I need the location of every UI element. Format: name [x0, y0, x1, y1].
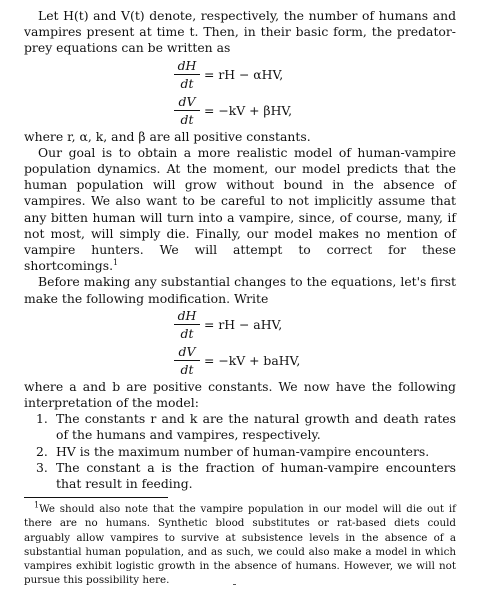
paragraph-goal	[24, 145, 456, 275]
list-item	[24, 444, 456, 460]
list-item-text: The constant a is the fraction of human-vampire encounters that result in feeding.	[56, 459, 456, 492]
fraction-numerator: dV	[178, 93, 196, 109]
fraction	[174, 344, 200, 377]
fraction	[174, 308, 200, 341]
fraction-denominator: dt	[180, 325, 194, 341]
fraction-numerator: dH	[177, 57, 197, 73]
fraction-bar	[174, 324, 200, 325]
fraction-bar	[174, 360, 200, 361]
equation-dh-dt-modified	[24, 307, 456, 343]
paragraph-goal-text: Our goal is to obtain a more realistic model of human-vampire population dynamics. At the moment, our model predicts that the human population will grow without bound in the absence of vampires. We also want to be careful to not implicitly assume that any bitten human will turn into a vampire, since, of course, many, if not most, will simply die. Finally, our model makes no mention of vampire hunters. We will attempt to correct for these shortcomings.	[24, 144, 456, 274]
paragraph-interpretation: where a and b are positive constants. We now have the following interpretation of the model:	[24, 378, 456, 411]
list-item	[24, 460, 456, 492]
list-item	[24, 411, 456, 443]
footnote-text: We should also note that the vampire population in our model will die out if there are no humans. Synthetic blood substitutes or rat-based diets could arguably allow vampires to survive at subsistence levels in the absence of a substantial human population, and as such, we could also make a model in which vampires exhibit logistic growth in the absence of humans. However, we will not pursue this possibility here.	[24, 503, 456, 587]
fraction-numerator: dV	[178, 343, 196, 359]
paragraph-intro: Let H(t) and V(t) denote, respectively, the number of humans and vampires present at time t. Then, in their basic form, the predator-prey equations can be written as	[24, 8, 456, 56]
paragraph-constants: where r, α, k, and β are all positive constants.	[24, 128, 311, 144]
list-item-text: HV is the maximum number of human-vampire encounters.	[56, 443, 430, 459]
equation-rhs: = rH − aHV,	[204, 316, 283, 332]
fraction-denominator: dt	[180, 111, 194, 127]
equation-block-1	[24, 57, 456, 129]
list-number: 3.	[36, 459, 48, 475]
fraction-bar	[174, 74, 200, 75]
fraction-bar	[174, 110, 200, 111]
fraction-numerator: dH	[177, 307, 197, 323]
equation-dv-dt	[24, 93, 456, 129]
list-item-text: The constants r and k are the natural growth and death rates of the humans and vampires, respectively.	[56, 411, 456, 443]
footnote-reference[interactable]: 1	[113, 258, 119, 268]
equation-block-2	[24, 307, 456, 379]
paragraph-modification: Before making any substantial changes to the equations, let's first make the following modification. Write	[24, 274, 456, 306]
fraction-denominator: dt	[180, 75, 194, 91]
document-page	[24, 8, 456, 587]
interpretation-list	[24, 411, 456, 492]
equation-rhs: = −kV + baHV,	[204, 352, 301, 368]
page-mark	[233, 584, 236, 585]
footnote-divider	[24, 497, 168, 498]
fraction	[174, 58, 200, 91]
list-number: 1.	[36, 411, 48, 427]
equation-dv-dt-modified	[24, 343, 456, 379]
footnote	[24, 502, 456, 587]
equation-rhs: = rH − αHV,	[204, 66, 284, 82]
footnote-mark: 1	[34, 500, 40, 510]
fraction	[174, 94, 200, 127]
equation-dh-dt	[24, 57, 456, 93]
fraction-denominator: dt	[180, 361, 194, 377]
list-number: 2.	[36, 443, 48, 459]
equation-rhs: = −kV + βHV,	[204, 102, 293, 118]
